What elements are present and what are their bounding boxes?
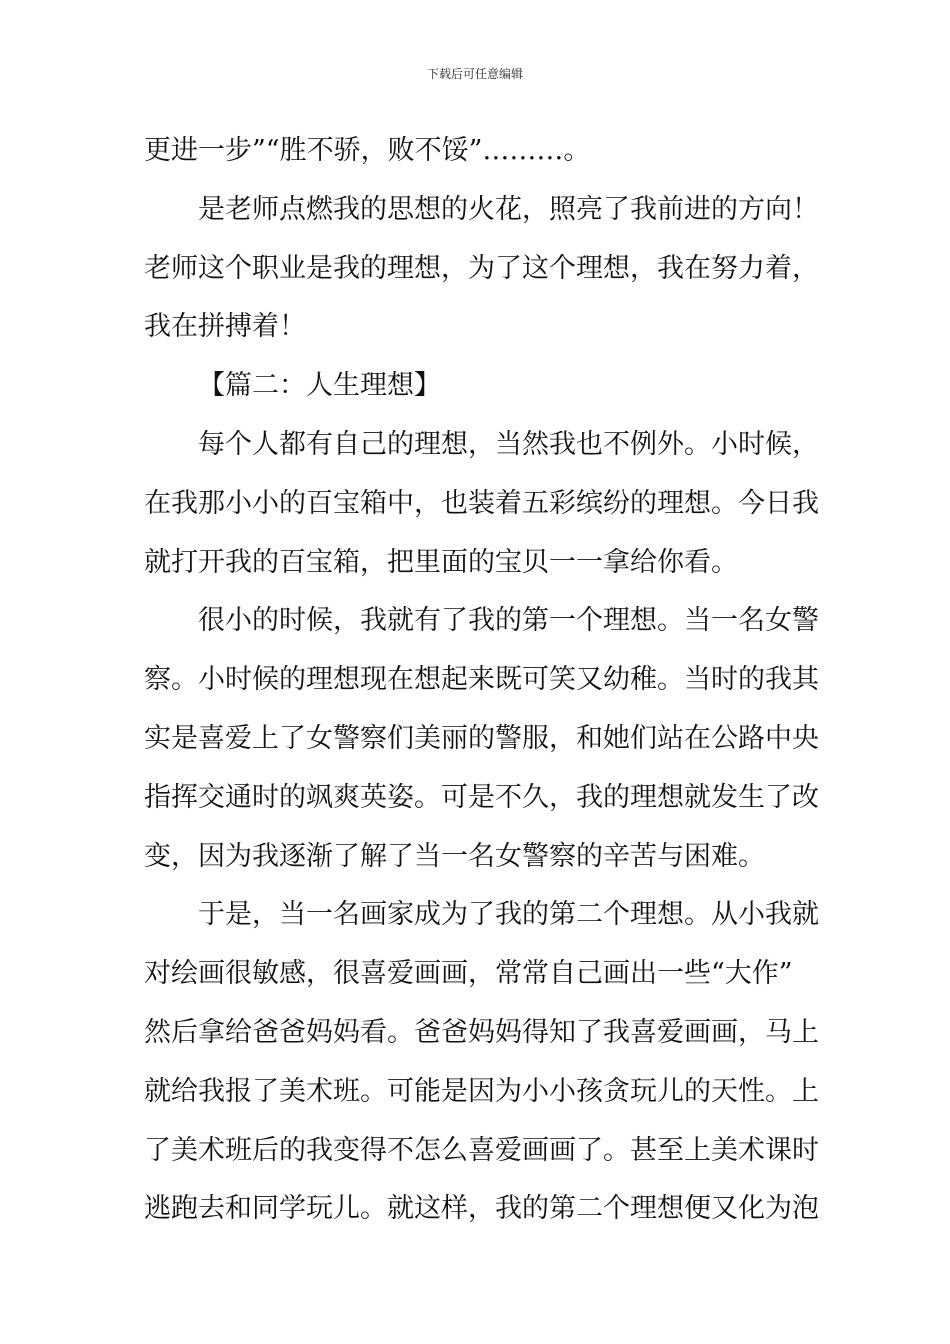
text-line: 然后拿给爸爸妈妈看。爸爸妈妈得知了我喜爱画画，马上 xyxy=(144,1017,819,1048)
text-line: 于是，当一名画家成为了我的第二个理想。从小我就 xyxy=(198,899,819,931)
text-line: 在我那小小的百宝箱中，也装着五彩缤纷的理想。今日我 xyxy=(144,487,819,519)
text-line: 逃跑去和同学玩儿。就这样，我的第二个理想便又化为泡 xyxy=(144,1193,819,1225)
text-line: 就打开我的百宝箱，把里面的宝贝一一拿给你看。 xyxy=(144,546,738,578)
text-line: 我在拼搏着！ xyxy=(144,311,306,343)
text-line: 更进一步”“胜不骄，败不馁”………。 xyxy=(144,135,591,166)
text-line: 察。小时候的理想现在想起来既可笑又幼稚。当时的我其 xyxy=(144,664,819,696)
text-line: 老师这个职业是我的理想，为了这个理想，我在努力着， xyxy=(144,252,819,284)
text-line: 是老师点燃我的思想的火花，照亮了我前进的方向！ xyxy=(198,193,819,225)
text-line: 对绘画很敏感，很喜爱画画，常常自己画出一些“大作” xyxy=(144,958,793,990)
text-line: 每个人都有自己的理想，当然我也不例外。小时候， xyxy=(198,429,819,460)
text-line: 【篇二：人生理想】 xyxy=(198,370,441,402)
text-line: 指挥交通时的飒爽英姿。可是不久，我的理想就发生了改 xyxy=(144,781,819,813)
text-line: 了美术班后的我变得不怎么喜爱画画了。甚至上美术课时 xyxy=(144,1134,819,1166)
text-line: 就给我报了美术班。可能是因为小小孩贪玩儿的天性。上 xyxy=(144,1075,819,1107)
text-line: 实是喜爱上了女警察们美丽的警服，和她们站在公路中央 xyxy=(144,723,819,754)
text-line: 很小的时候，我就有了我的第一个理想。当一名女警 xyxy=(198,605,819,637)
text-line: 变，因为我逐渐了解了当一名女警察的辛苦与困难。 xyxy=(144,840,765,872)
page-header-note: 下载后可任意编辑 xyxy=(426,67,523,81)
